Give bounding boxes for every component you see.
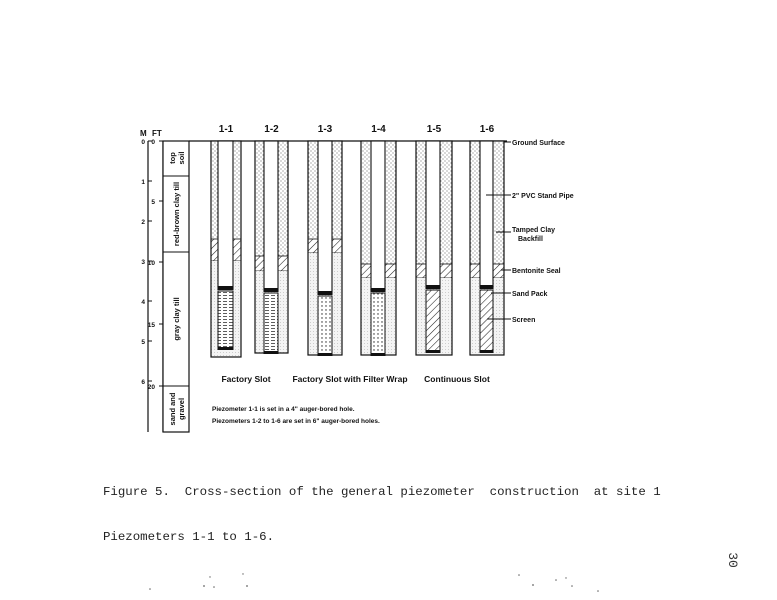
end-cap xyxy=(318,353,333,356)
callout-screen: Screen xyxy=(512,317,536,324)
stand-pipe xyxy=(218,141,233,289)
ft-tick-label: 20 xyxy=(147,384,155,391)
m-tick-label: 1 xyxy=(141,179,145,186)
stand-pipe xyxy=(371,141,385,291)
piezometer-label: 1-3 xyxy=(317,124,333,135)
pipe-coupling xyxy=(318,291,333,295)
piezometer-1-6 xyxy=(470,124,504,355)
ft-tick-label: 5 xyxy=(151,199,155,206)
group-label-factory-slot: Factory Slot xyxy=(221,374,271,384)
pipe-coupling xyxy=(218,286,234,290)
end-cap xyxy=(371,353,386,356)
callout-backfill: Backfill xyxy=(518,236,543,243)
layer-label-redbrown: red-brown clay till xyxy=(172,181,181,247)
piezometer-1-5 xyxy=(416,124,452,355)
screen xyxy=(426,290,440,352)
piezometer-label: 1-5 xyxy=(426,124,442,135)
end-cap xyxy=(426,350,441,353)
group-label-filter-wrap: Factory Slot with Filter Wrap xyxy=(292,374,408,384)
screen xyxy=(371,293,385,355)
scan-specks xyxy=(149,573,599,592)
piezometer-label: 1-1 xyxy=(218,124,234,135)
caption-line-1: Figure 5. Cross-section of the general piezometer construction at site 1 xyxy=(103,485,661,499)
screen xyxy=(218,291,233,349)
pipe-coupling xyxy=(371,288,386,292)
layer-label-sand-gravel: sand andgravel xyxy=(168,392,186,426)
piezometer-1-4 xyxy=(361,124,396,356)
piezometer-label: 1-6 xyxy=(479,124,495,135)
m-tick-label: 2 xyxy=(141,219,145,226)
figure-caption xyxy=(103,455,703,560)
callout-stand-pipe: 2" PVC Stand Pipe xyxy=(512,193,574,200)
stand-pipe xyxy=(480,141,493,288)
end-cap xyxy=(218,347,234,350)
piezometer-1-2 xyxy=(255,124,288,354)
stand-pipe xyxy=(426,141,440,288)
piezometer-1-1 xyxy=(211,124,241,357)
callout-bentonite-seal: Bentonite Seal xyxy=(512,268,561,275)
pipe-coupling xyxy=(426,285,441,289)
end-cap xyxy=(480,350,494,353)
layer-label-gray: gray clay till xyxy=(172,297,181,341)
note-2: Piezometers 1-2 to 1-6 are set in 6" auger-bored holes. xyxy=(212,418,380,425)
ft-tick-label: 0 xyxy=(151,139,155,146)
ft-tick-label: 15 xyxy=(147,322,155,329)
ft-tick-label: 10 xyxy=(147,260,155,267)
screen xyxy=(480,290,493,352)
m-tick-label: 4 xyxy=(141,299,145,306)
stand-pipe xyxy=(264,141,278,291)
page-number: 30 xyxy=(725,552,740,568)
piezometer-label: 1-4 xyxy=(371,124,386,135)
callout-sand-pack: Sand Pack xyxy=(512,291,548,298)
m-tick-label: 6 xyxy=(141,379,145,386)
caption-line-2: Piezometers 1-1 to 1-6. xyxy=(103,530,275,544)
note-1: Piezometer 1-1 is set in a 4" auger-bored hole. xyxy=(212,406,355,413)
stand-pipe xyxy=(318,141,332,294)
ft-unit-label: FT xyxy=(152,129,162,138)
callout-tamped-clay: Tamped Clay xyxy=(512,227,556,234)
callout-ground-surface: Ground Surface xyxy=(512,140,565,147)
screen xyxy=(318,296,332,355)
m-tick-label: 3 xyxy=(141,259,145,266)
piezometer-1-3 xyxy=(308,124,342,356)
m-tick-label: 0 xyxy=(141,139,145,146)
pipe-coupling xyxy=(264,288,279,292)
m-unit-label: M xyxy=(140,129,147,138)
group-label-continuous-slot: Continuous Slot xyxy=(424,374,490,384)
m-tick-label: 5 xyxy=(141,339,145,346)
piezometers xyxy=(211,124,504,357)
pipe-coupling xyxy=(480,285,494,289)
screen xyxy=(264,293,278,353)
ft-axis-ticks xyxy=(148,139,163,391)
layer-label-topsoil: topsoil xyxy=(168,151,186,165)
piezometer-label: 1-2 xyxy=(264,124,279,135)
end-cap xyxy=(264,351,279,354)
